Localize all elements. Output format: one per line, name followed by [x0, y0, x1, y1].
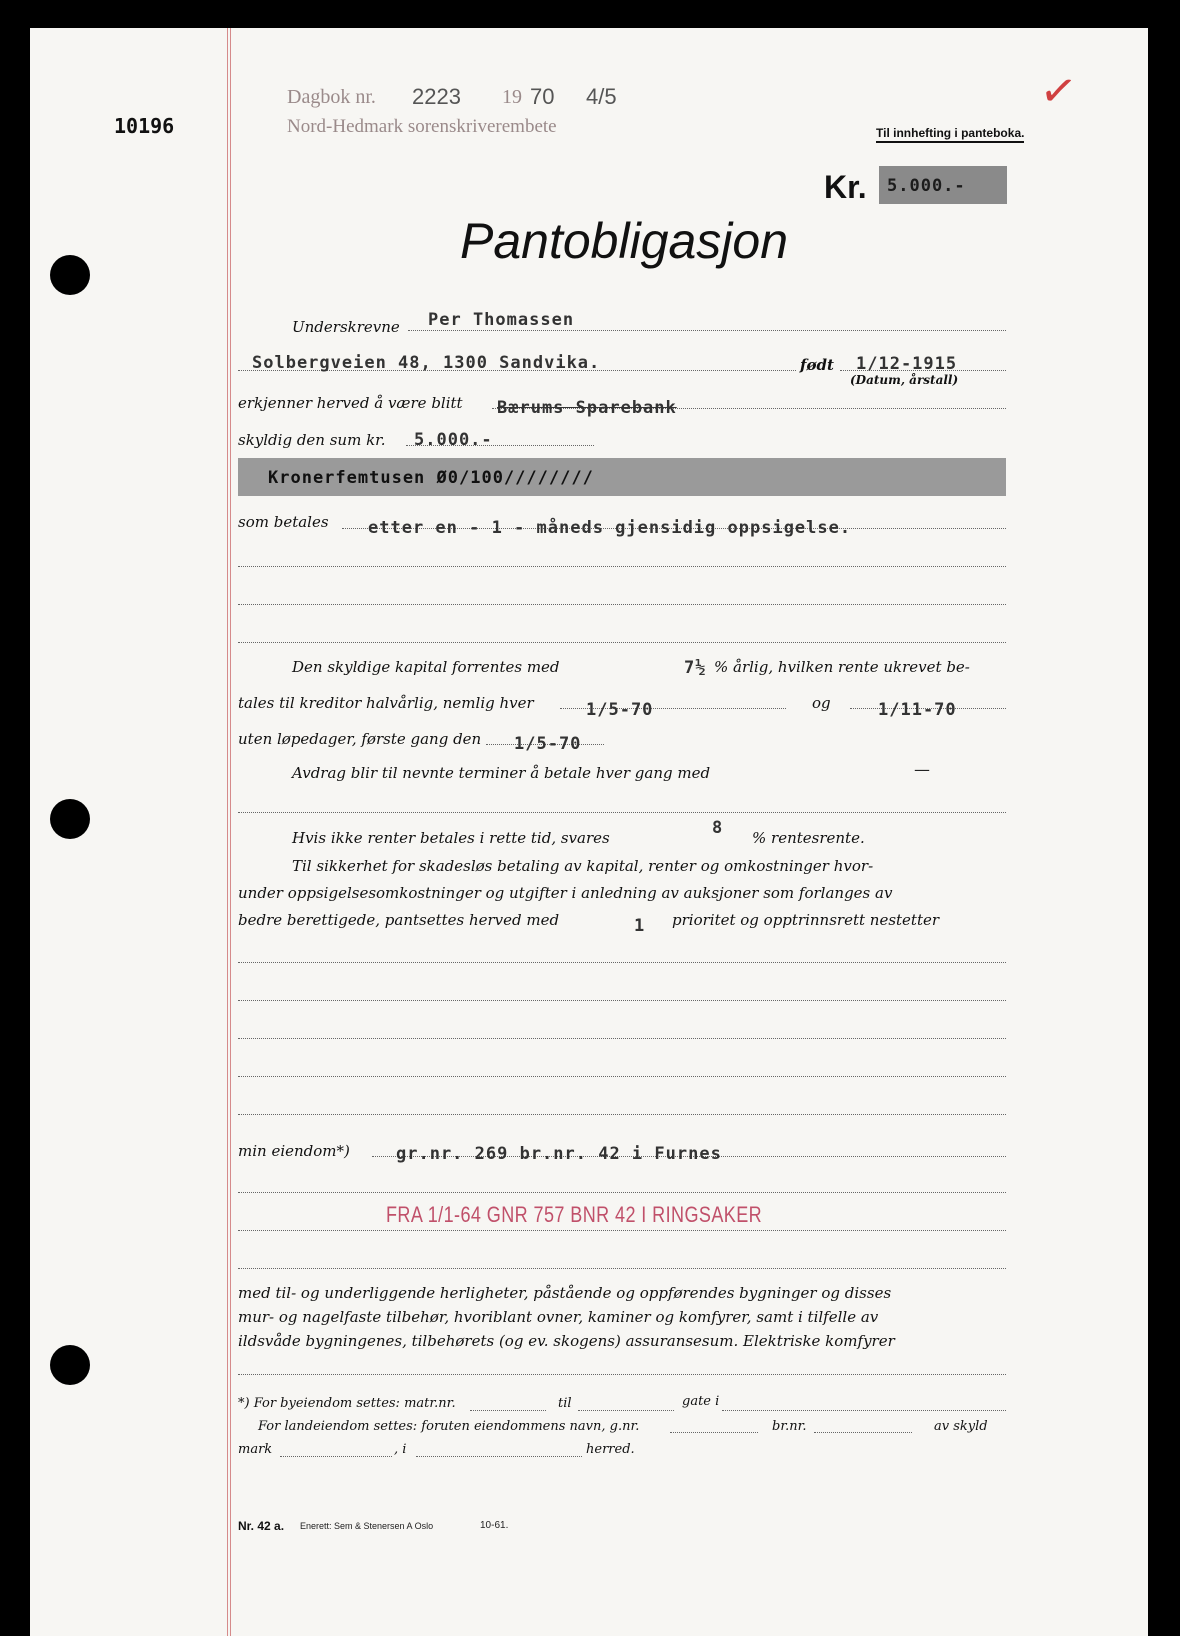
interest-line-3a: uten løpedager, første gang den	[238, 730, 482, 748]
footnote-by-label: *) For byeiendom settes: matr.nr.	[238, 1396, 456, 1411]
form-number: Nr. 42 a.	[238, 1519, 285, 1533]
amount-words-value: Kronerfemtusen Ø0/100////////	[268, 468, 594, 488]
underskrevne-value: Per Thomassen	[428, 310, 575, 330]
document-page	[30, 28, 1148, 1636]
blank-line-10	[238, 1192, 1006, 1193]
footnote-herred: herred.	[586, 1442, 635, 1457]
footnote-mark: mark	[238, 1442, 273, 1457]
fodt-value: 1/12-1915	[856, 354, 958, 374]
security-para-2: under oppsigelsesomkostninger og utgifter i anledning av auksjoner som forlanges av	[238, 884, 893, 902]
printer-enerett: Enerett: Sem & Stenersen A Oslo	[300, 1521, 434, 1531]
skyldig-value: 5.000.-	[414, 430, 493, 450]
year-prefix: 19	[502, 86, 522, 108]
punch-hole-bottom	[50, 1345, 90, 1385]
prioritet-value: 1	[634, 916, 646, 936]
footnote-gate: gate i	[682, 1394, 720, 1409]
blank-line-3	[238, 642, 1006, 643]
case-number: 10196	[114, 114, 175, 138]
margin-line-2	[230, 28, 231, 1636]
footnote-til: til	[558, 1396, 572, 1411]
interest-rate: 7½	[684, 658, 707, 678]
kr-amount-value: 5.000.-	[887, 176, 966, 196]
interest-date-2: 1/11-70	[878, 700, 957, 720]
erkjenner-label: erkjenner herved å være blitt	[238, 394, 463, 412]
blank-line-2	[238, 604, 1006, 605]
punch-hole-top	[50, 255, 90, 295]
closing-line-2: mur- og nagelfaste tilbehør, hvoriblant ovner, kaminer og komfyrer, samt i tilfelle av	[238, 1308, 879, 1326]
underskrevne-line	[408, 330, 1006, 331]
security-para-3a: bedre berettigede, pantsettes herved med	[238, 911, 560, 929]
blank-line-11	[238, 1230, 1006, 1231]
property-value: gr.nr. 269 br.nr. 42 i Furnes	[396, 1144, 722, 1164]
kr-label: Kr.	[824, 169, 867, 205]
interest-og: og	[812, 694, 831, 712]
dagbok-number: 2223	[412, 84, 461, 109]
betales-label: som betales	[238, 513, 329, 531]
interest-line-2a: tales til kreditor halvårlig, nemlig hver	[238, 694, 534, 712]
security-para-1: Til sikkerhet for skadesløs betaling av kapital, renter og omkostninger hvor-	[292, 857, 874, 875]
footnote-brnr: br.nr.	[772, 1419, 807, 1434]
punch-hole-middle	[50, 799, 90, 839]
printer-code: 10-61.	[480, 1520, 509, 1531]
margin-line	[227, 28, 228, 1636]
journal-date: 4/5	[586, 84, 617, 109]
footnote-skyld: av skyld	[934, 1419, 988, 1434]
interest-line-1b: % årlig, hvilken rente ukrevet be-	[714, 658, 970, 676]
blank-line-1	[238, 566, 1006, 567]
blank-line-7	[238, 1038, 1006, 1039]
avdrag-text: Avdrag blir til nevnte terminer å betale hver gang med	[292, 764, 711, 782]
datum-hint: (Datum, årstall)	[850, 373, 959, 387]
year-suffix: 70	[530, 84, 555, 109]
dagbok-label: Dagbok nr.	[287, 86, 376, 108]
avdrag-value: —	[914, 760, 930, 779]
interest-first-date: 1/5-70	[514, 734, 582, 754]
footnote-land-label: For landeiendom settes: foruten eiendommens navn, g.nr.	[258, 1419, 640, 1434]
blank-line-6	[238, 1000, 1006, 1001]
skyldig-label: skyldig den sum kr.	[238, 431, 386, 449]
kr-amount	[879, 166, 1007, 204]
footnote-i-line	[416, 1456, 582, 1457]
fodt-label: født	[800, 356, 834, 374]
closing-line-3: ildsvåde bygningenes, tilbehørets (og ev. skogens) assuransesum. Elektriske komfyrer	[238, 1332, 895, 1350]
office-name: Nord-Hedmark sorenskriverembete	[287, 116, 557, 137]
betales-value: etter en - 1 - måneds gjensidig oppsigelse.	[368, 518, 852, 538]
footnote-matr-line	[470, 1410, 546, 1411]
checkmark: ✓	[1036, 63, 1081, 120]
footnote-til-line	[578, 1410, 674, 1411]
closing-line-1: med til- og underliggende herligheter, påstående og oppførendes bygninger og disses	[238, 1284, 892, 1302]
interest-date-1: 1/5-70	[586, 700, 654, 720]
footnote-mark-line	[280, 1456, 392, 1457]
underskrevne-label: Underskrevne	[292, 318, 400, 336]
blank-line-13	[238, 1374, 1006, 1375]
security-para-3b: prioritet og opptrinnsrett nestetter	[672, 911, 940, 929]
blank-line-9	[238, 1114, 1006, 1115]
blank-line-8	[238, 1076, 1006, 1077]
hvis-text-a: Hvis ikke renter betales i rette tid, svares	[292, 829, 610, 847]
ringsaker-stamp: FRA 1/1-64 GNR 757 BNR 42 I RINGSAKER	[386, 1202, 763, 1227]
document-title: Pantobligasjon	[460, 213, 789, 269]
footnote-brnr-line	[814, 1432, 912, 1433]
interest-line-1a: Den skyldige kapital forrentes med	[292, 658, 560, 676]
creditor-value: Bærums Sparebank	[497, 398, 677, 418]
property-label: min eiendom*)	[238, 1142, 350, 1160]
footnote-i: , i	[394, 1442, 407, 1457]
blank-line-12	[238, 1268, 1006, 1269]
footnote-gnr-line	[670, 1432, 758, 1433]
innhefting-note: Til innhefting i panteboka.	[876, 126, 1024, 143]
amount-words-box	[238, 458, 1006, 496]
blank-line-4	[238, 812, 1006, 813]
footnote-gate-line	[722, 1410, 1006, 1411]
blank-line-5	[238, 962, 1006, 963]
address-value: Solbergveien 48, 1300 Sandvika.	[252, 353, 601, 373]
rente-value: 8	[712, 818, 724, 838]
hvis-text-b: % rentesrente.	[752, 829, 865, 847]
